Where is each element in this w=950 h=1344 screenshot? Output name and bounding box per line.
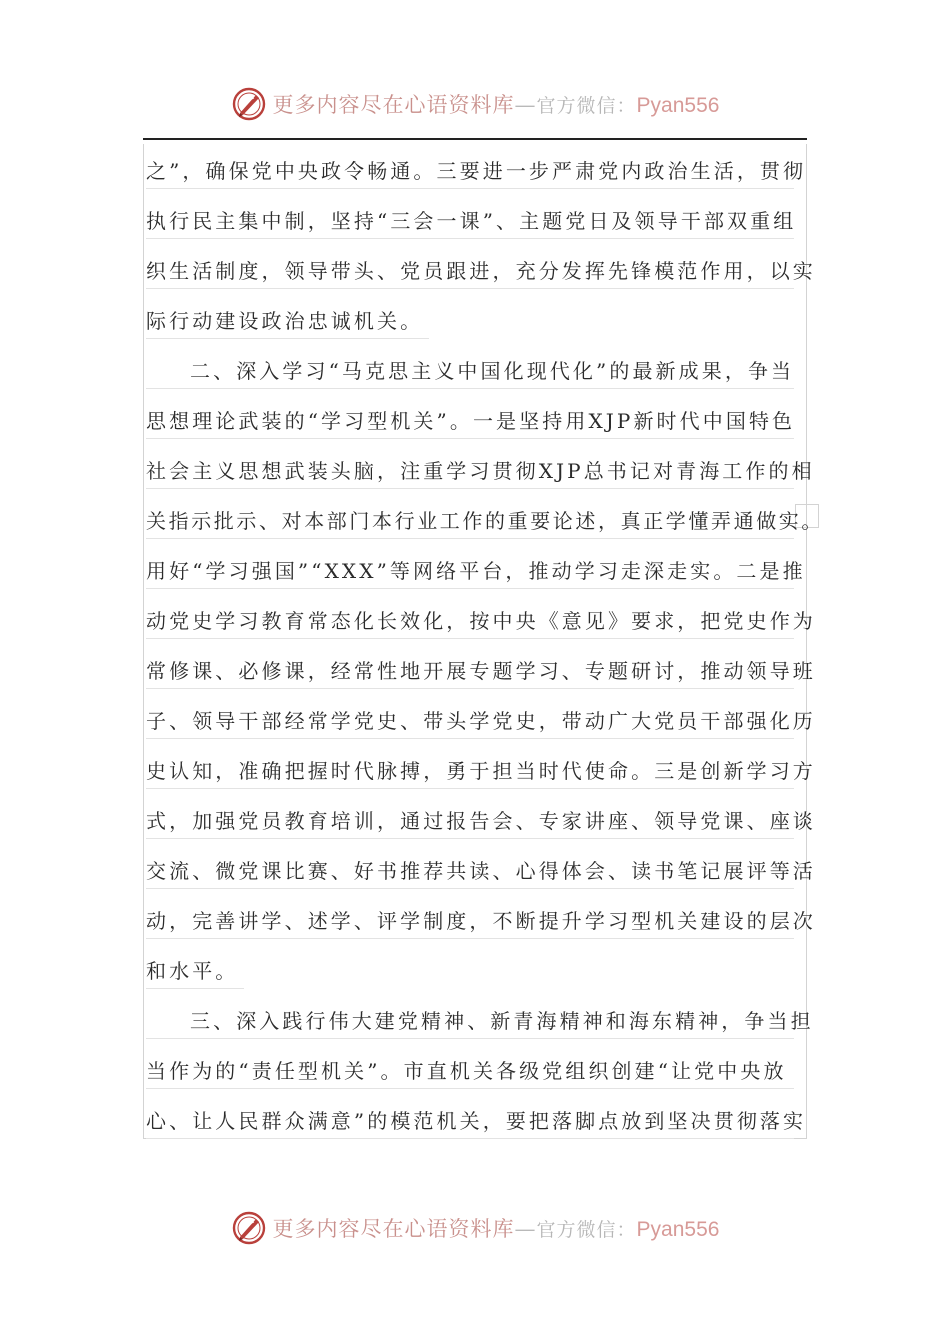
quill-seal-logo-icon (231, 86, 267, 122)
body-line: 织生活制度，领导带头、党员跟进，充分发挥先锋模范作用，以实 (146, 253, 794, 289)
footer-site-name: 更多内容尽在心语资料库 (272, 1217, 515, 1241)
footer-banner-text (273, 1213, 720, 1243)
body-line: 关指示批示、对本部门本行业工作的重要论述，真正学懂弄通做实。 (146, 503, 794, 539)
header-wechat-id: Pyan556 (636, 94, 720, 117)
body-line: 用好“学习强国”“XXX”等网络平台，推动学习走深走实。二是推 (146, 553, 794, 589)
body-line: 当作为的“责任型机关”。市直机关各级党组织创建“让党中央放 (146, 1053, 794, 1089)
header-rule (143, 138, 807, 140)
body-line: 心、让人民群众满意”的模范机关，要把落脚点放到坚决贯彻落实 (146, 1103, 794, 1139)
header-wechat-label: 官方微信： (536, 95, 637, 117)
footer-wechat-id: Pyan556 (636, 1218, 720, 1241)
body-line: 动党史学习教育常态化长效化，按中央《意见》要求，把党史作为 (146, 603, 794, 639)
body-line: 史认知，准确把握时代脉搏，勇于担当时代使命。三是创新学习方 (146, 753, 794, 789)
body-line: 之”，确保党中央政令畅通。三要进一步严肃党内政治生活，贯彻 (146, 153, 794, 189)
body-line: 子、领导干部经常学党史、带头学党史，带动广大党员干部强化历 (146, 703, 794, 739)
footer-dash: — (514, 1217, 537, 1241)
page-content-frame (143, 144, 807, 1139)
body-line: 式，加强党员教育培训，通过报告会、专家讲座、领导党课、座谈 (146, 803, 794, 839)
body-line: 社会主义思想武装头脑，注重学习贯彻XJP总书记对青海工作的相 (146, 453, 794, 489)
paragraph-heading-line: 二、深入学习“马克思主义中国化现代化”的最新成果，争当 (146, 353, 794, 389)
quill-seal-logo-icon (231, 1210, 267, 1246)
body-line: 和水平。 (146, 953, 244, 989)
body-line: 动，完善讲学、述学、评学制度，不断提升学习型机关建设的层次 (146, 903, 794, 939)
body-line: 际行动建设政治忠诚机关。 (146, 303, 429, 339)
body-line: 思想理论武装的“学习型机关”。一是坚持用XJP新时代中国特色 (146, 403, 794, 439)
footer-watermark-banner (0, 1206, 950, 1250)
header-dash: — (514, 93, 537, 117)
header-banner-text (273, 89, 720, 119)
body-line: 交流、微党课比赛、好书推荐共读、心得体会、读书笔记展评等活 (146, 853, 794, 889)
header-watermark-banner (0, 82, 950, 126)
header-site-name: 更多内容尽在心语资料库 (272, 93, 515, 117)
footer-wechat-label: 官方微信： (536, 1219, 637, 1241)
body-line: 常修课、必修课，经常性地开展专题学习、专题研讨，推动领导班 (146, 653, 794, 689)
paragraph-heading-line: 三、深入践行伟大建党精神、新青海精神和海东精神，争当担 (146, 1003, 794, 1039)
body-line: 执行民主集中制，坚持“三会一课”、主题党日及领导干部双重组 (146, 203, 794, 239)
